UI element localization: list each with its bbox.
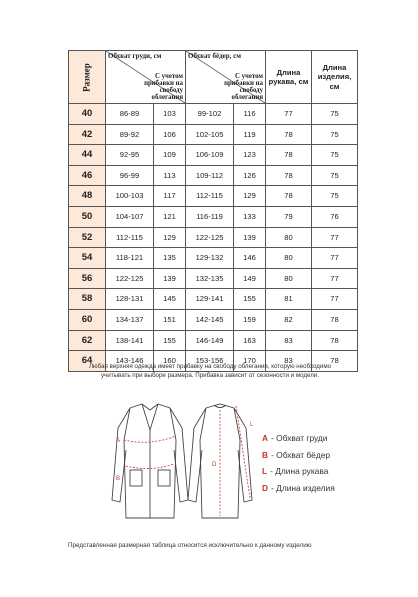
legend-text: - Длина рукава [270,466,329,477]
hips-ease-cell: 163 [234,330,266,351]
legend-item-chest [262,430,335,447]
hips-ease-header-label: С учетом прибавки на свободу облегания [224,72,263,101]
chest-cell: 92-95 [106,145,154,166]
size-cell: 52 [69,227,106,248]
sleeve-column-header: Длина рукава, см [266,51,312,104]
table-row [69,309,358,330]
hips-ease-cell: 170 [234,351,266,372]
hips-cell: 132-135 [186,268,234,289]
size-cell: 54 [69,248,106,269]
length-cell: 75 [312,186,358,207]
measurement-legend [262,430,335,496]
hips-ease-cell: 119 [234,124,266,145]
size-table-body [69,104,358,372]
size-cell: 64 [69,351,106,372]
sleeve-marker-label: L [250,422,254,428]
chest-ease-cell: 109 [154,145,186,166]
length-cell: 78 [312,351,358,372]
table-row [69,289,358,310]
chest-marker-label: A [116,438,121,444]
legend-text: - Длина изделия [271,482,335,493]
legend-item-length [262,480,335,497]
size-cell: 56 [69,268,106,289]
hips-cell: 129-132 [186,248,234,269]
legend-text: - Обхват бёдер [271,449,331,460]
length-cell: 75 [312,165,358,186]
table-row [69,186,358,207]
length-cell: 75 [312,124,358,145]
chest-ease-cell: 129 [154,227,186,248]
sleeve-cell: 80 [266,268,312,289]
length-cell: 75 [312,104,358,125]
hips-cell: 142-145 [186,309,234,330]
length-column-header: Длина изделия, см [312,51,358,104]
legend-key: A [262,433,269,444]
size-cell: 60 [69,309,106,330]
chest-cell: 138-141 [106,330,154,351]
length-cell: 78 [312,309,358,330]
size-cell: 40 [69,104,106,125]
table-row [69,268,358,289]
chest-ease-cell: 103 [154,104,186,125]
size-column-header [69,51,106,104]
legend-item-sleeve [262,463,335,480]
hips-cell: 102-105 [186,124,234,145]
size-column-header-label: Размер [81,62,92,92]
legend-key: D [262,482,269,493]
chest-cell: 100-103 [106,186,154,207]
hips-cell: 146-149 [186,330,234,351]
sleeve-cell: 81 [266,289,312,310]
table-row [69,104,358,125]
chest-ease-cell: 121 [154,206,186,227]
length-cell: 77 [312,289,358,310]
chest-ease-header-label: С учетом прибавки на свободу облегания [144,72,183,101]
chest-cell: 134-137 [106,309,154,330]
size-cell: 48 [69,186,106,207]
sleeve-cell: 78 [266,124,312,145]
sleeve-cell: 78 [266,145,312,166]
table-row [69,227,358,248]
hips-column-header [186,51,266,104]
hips-cell: 112-115 [186,186,234,207]
table-row [69,145,358,166]
hips-cell: 129-141 [186,289,234,310]
hips-ease-cell: 155 [234,289,266,310]
chest-cell: 143-146 [106,351,154,372]
hips-cell: 99-102 [186,104,234,125]
hips-ease-cell: 129 [234,186,266,207]
size-cell: 58 [69,289,106,310]
size-cell: 50 [69,206,106,227]
hips-marker-label: B [116,476,121,482]
chest-column-header [106,51,186,104]
chest-ease-cell: 135 [154,248,186,269]
hips-cell: 116-119 [186,206,234,227]
size-cell: 44 [69,145,106,166]
chest-cell: 122-125 [106,268,154,289]
fit-note-line-1: Любая верхняя одежда имеет прибавку на свободу облегания, которую необходимо [88,363,332,370]
footer-note: Представленная размерная таблица относится исключительно к данному изделию [68,542,312,549]
table-row [69,124,358,145]
length-cell: 76 [312,206,358,227]
length-cell: 77 [312,248,358,269]
hips-ease-cell: 133 [234,206,266,227]
legend-key: B [262,449,269,460]
legend-key: L [262,466,268,477]
length-cell: 77 [312,268,358,289]
chest-ease-cell: 106 [154,124,186,145]
chest-ease-cell: 117 [154,186,186,207]
sleeve-cell: 80 [266,248,312,269]
chest-ease-cell: 145 [154,289,186,310]
table-header-row [69,51,358,104]
hips-ease-cell: 139 [234,227,266,248]
chest-cell: 86-89 [106,104,154,125]
coat-measurement-diagram [110,400,270,530]
chest-cell: 96-99 [106,165,154,186]
sleeve-cell: 83 [266,330,312,351]
chest-cell: 112-115 [106,227,154,248]
coat-front-drawing [112,404,188,518]
hips-ease-cell: 159 [234,309,266,330]
table-row [69,165,358,186]
chest-cell: 89-92 [106,124,154,145]
fit-note [60,362,360,381]
hips-cell: 109-112 [186,165,234,186]
legend-item-hips [262,447,335,464]
sleeve-cell: 77 [266,104,312,125]
length-cell: 77 [312,227,358,248]
sleeve-cell: 82 [266,309,312,330]
legend-text: - Обхват груди [271,433,328,444]
hips-ease-cell: 146 [234,248,266,269]
size-cell: 42 [69,124,106,145]
table-row [69,330,358,351]
sleeve-cell: 79 [266,206,312,227]
chest-ease-cell: 151 [154,309,186,330]
hips-ease-cell: 123 [234,145,266,166]
sleeve-cell: 78 [266,165,312,186]
hips-ease-cell: 126 [234,165,266,186]
fit-note-line-2: учитывать при выборе размера. Прибавка зависит от сезонности и модели. [100,372,320,380]
chest-cell: 118-121 [106,248,154,269]
chest-ease-cell: 160 [154,351,186,372]
measurement-guides [124,406,250,516]
chest-cell: 128-131 [106,289,154,310]
hips-cell: 153-156 [186,351,234,372]
sleeve-cell: 78 [266,186,312,207]
hips-ease-cell: 149 [234,268,266,289]
length-cell: 78 [312,330,358,351]
hips-ease-cell: 116 [234,104,266,125]
length-cell: 75 [312,145,358,166]
table-row [69,206,358,227]
size-table [68,50,358,372]
sleeve-cell: 83 [266,351,312,372]
size-cell: 46 [69,165,106,186]
chest-ease-cell: 139 [154,268,186,289]
hips-cell: 122-125 [186,227,234,248]
size-cell: 62 [69,330,106,351]
sleeve-cell: 80 [266,227,312,248]
length-marker-label: D [212,462,217,468]
hips-cell: 106-109 [186,145,234,166]
hips-header-label: Обхват бёдер, см [188,52,241,60]
chest-ease-cell: 113 [154,165,186,186]
chest-header-label: Обхват груди, см [108,52,162,60]
chest-cell: 104-107 [106,206,154,227]
table-row [69,248,358,269]
chest-ease-cell: 155 [154,330,186,351]
